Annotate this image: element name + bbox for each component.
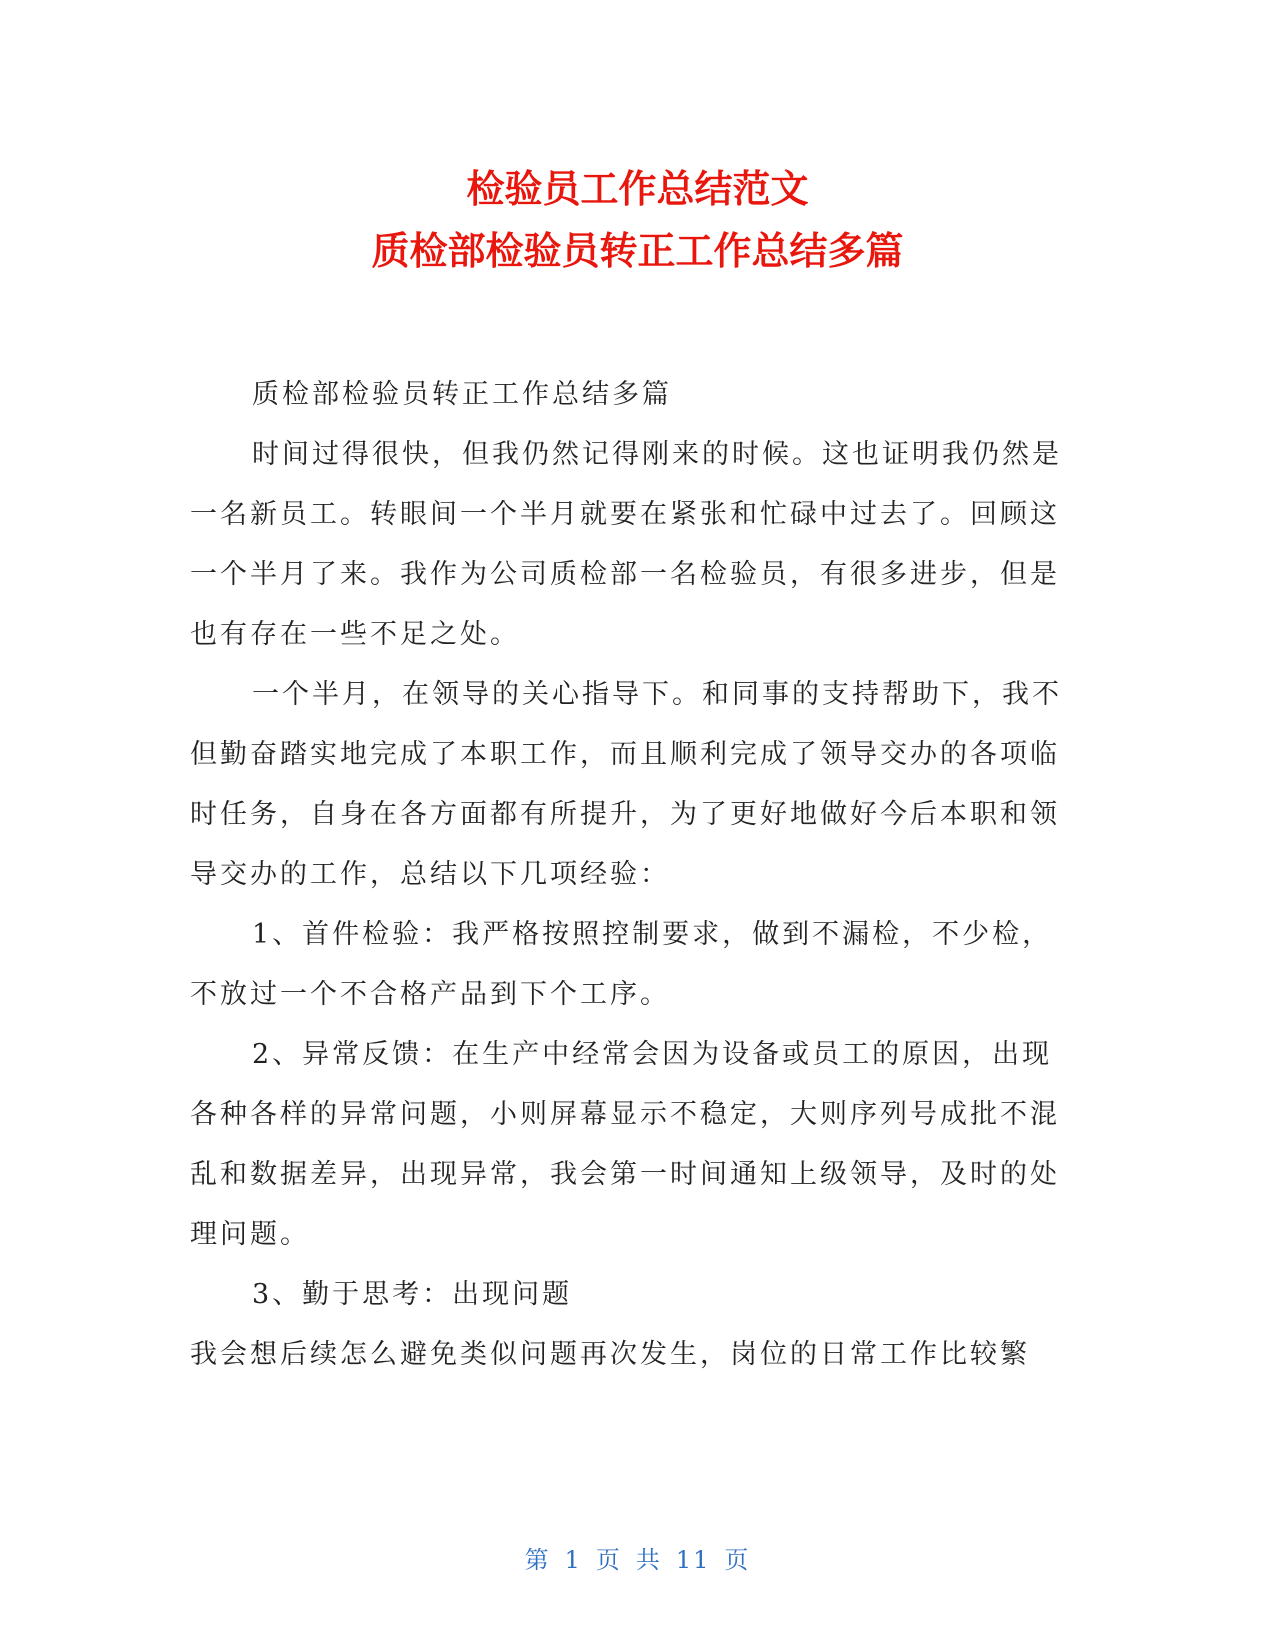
footer-label-ye2: 页 xyxy=(724,1546,751,1574)
paragraph-subtitle: 质检部检验员转正工作总结多篇 xyxy=(252,379,672,410)
footer-label-ye: 页 xyxy=(595,1546,622,1574)
title-line-2: 质检部检验员转正工作总结多篇 xyxy=(371,229,904,273)
paragraph-item-3: 3、勤于思考：出现问题 xyxy=(252,1279,573,1310)
footer-current-page: 1 xyxy=(564,1546,582,1574)
paragraph-item-2: 2、异常反馈：在生产中经常会因为设备或员工的原因，出现各种各样的异常问题，小则屏幕显示不稳定，大则序列号成批不混乱和数据差异，出现异常，我会第一时间通知上级领导，及时的处理问题。 xyxy=(190,1039,1060,1250)
document-title xyxy=(0,158,1275,282)
paragraph-intro: 时间过得很快，但我仍然记得刚来的时候。这也证明我仍然是一名新员工。转眼间一个半月就要在紧张和忙碌中过去了。回顾这一个半月了来。我作为公司质检部一名检验员，有很多进步，但是也有存在一些不足之处。 xyxy=(190,439,1062,650)
title-line-1: 检验员工作总结范文 xyxy=(466,167,809,211)
footer-total-pages: 11 xyxy=(675,1546,711,1574)
document-body xyxy=(190,365,1080,1385)
page-footer xyxy=(0,1540,1275,1575)
paragraph-continuation: 我会想后续怎么避免类似问题再次发生，岗位的日常工作比较繁 xyxy=(190,1339,1030,1370)
footer-label-di: 第 xyxy=(524,1546,551,1574)
paragraph-summary: 一个半月，在领导的关心指导下。和同事的支持帮助下，我不但勤奋踏实地完成了本职工作，而且顺利完成了领导交办的各项临时任务，自身在各方面都有所提升，为了更好地做好今后本职和领导交办的工作，总结以下几项经验： xyxy=(190,679,1062,890)
footer-label-gong: 共 xyxy=(635,1546,662,1574)
paragraph-item-1: 1、首件检验：我严格按照控制要求，做到不漏检，不少检，不放过一个不合格产品到下个工序。 xyxy=(190,919,1053,1010)
